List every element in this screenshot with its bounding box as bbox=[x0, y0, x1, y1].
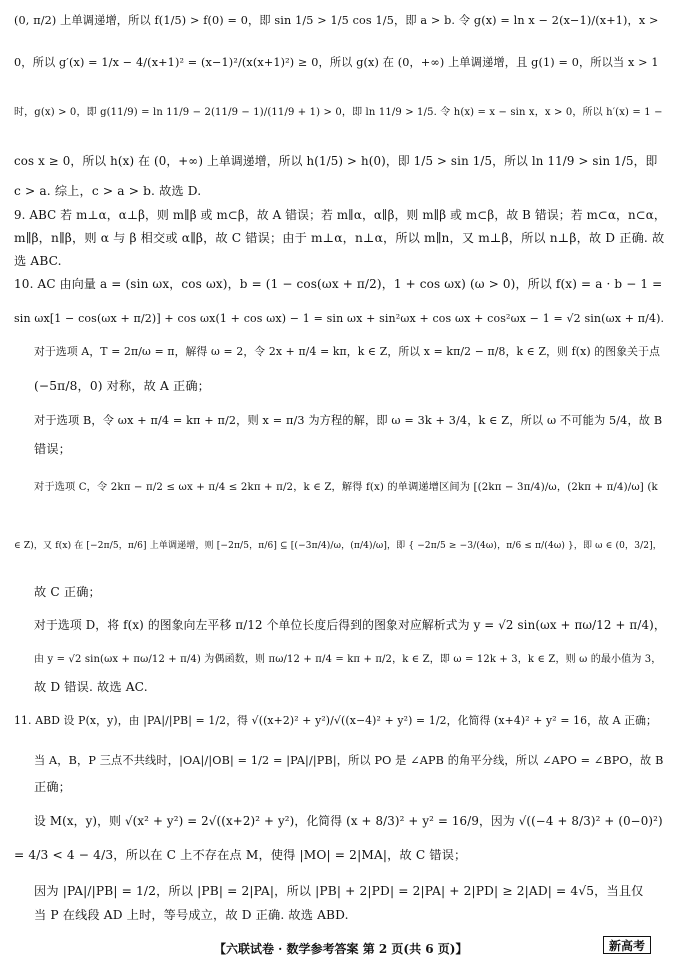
q9-line-3: 选 ABC. bbox=[14, 254, 62, 268]
q11-line-3: 正确； bbox=[34, 780, 72, 794]
q11-line-4: 设 M(x，y)，则 √(x² + y²) = 2√((x+2)² + y²)，化简得 (x + 8/3)² + y² = 16/9，因为 √((−4 + 8/3)² + (0−0)²) bbox=[34, 814, 663, 828]
q10-line-9: 故 C 正确； bbox=[34, 585, 101, 599]
q10-line-10: 对于选项 D，将 f(x) 的图象向左平移 π/12 个单位长度后得到的图象对应解析式为 y = √2 sin(ωx + πω/12 + π/4)， bbox=[34, 618, 666, 632]
q10-line-4: (−5π/8，0) 对称，故 A 正确； bbox=[34, 379, 211, 393]
q11-line-6: 因为 |PA|/|PB| = 1/2，所以 |PB| = 2|PA|，所以 |PB| + 2|PD| = 2|PA| + 2|PD| ≥ 2|AD| = 4√5，当且仅 bbox=[34, 884, 644, 898]
q10-line-7: 对于选项 C，令 2kπ − π/2 ≤ ωx + π/4 ≤ 2kπ + π/2，k ∈ Z，解得 f(x) 的单调递增区间为 [(2kπ − 3π/4)/ω，(2kπ + π/4)/ω] (k bbox=[34, 482, 658, 493]
text-line-2: 0，所以 g′(x) = 1/x − 4/(x+1)² = (x−1)²/(x(x+1)²) ≥ 0，所以 g(x) 在 (0，+∞) 上单调递增，且 g(1) = 0，所以当 x > 1 bbox=[14, 56, 659, 69]
q11-line-1: 11. ABD 设 P(x，y)，由 |PA|/|PB| = 1/2，得 √((x+2)² + y²)/√((x−4)² + y²) = 1/2，化简得 (x+4)² + y² = 16，故 A 正确； bbox=[14, 714, 658, 727]
text-line-5: c > a. 综上，c > a > b. 故选 D. bbox=[14, 184, 202, 198]
q10-line-1: 10. AC 由向量 a = (sin ωx，cos ωx)，b = (1 − cos(ωx + π/2)，1 + cos ωx) (ω > 0)，所以 f(x) = a · b − 1 = bbox=[14, 277, 663, 291]
text-line-3: 时，g(x) > 0，即 g(11/9) = ln 11/9 − 2(11/9 − 1)/(11/9 + 1) > 0，即 ln 11/9 > 1/5. 令 h(x) = x − sin x，x > 0，所以 h′(x) = 1 − bbox=[14, 107, 663, 118]
q10-line-3: 对于选项 A，T = 2π/ω = π，解得 ω = 2，令 2x + π/4 = kπ，k ∈ Z，所以 x = kπ/2 − π/8，k ∈ Z，则 f(x) 的图象关于点 bbox=[34, 345, 661, 358]
q10-line-5: 对于选项 B，令 ωx + π/4 = kπ + π/2，则 x = π/3 为方程的解，即 ω = 3k + 3/4，k ∈ Z，所以 ω 不可能为 5/4，故 B bbox=[34, 414, 663, 427]
q9-line-2: m∥β，n∥β，则 α 与 β 相交或 α∥β，故 C 错误；由于 m⊥α，n⊥α，所以 m∥n，又 m⊥β，所以 n⊥β，故 D 正确. 故 bbox=[14, 231, 665, 245]
q11-line-5: = 4/3 < 4 − 4/3，所以在 C 上不存在点 M，使得 |MO| = 2|MA|，故 C 错误； bbox=[14, 848, 467, 862]
q11-line-7: 当 P 在线段 AD 上时，等号成立，故 D 正确. 故选 ABD. bbox=[34, 908, 349, 922]
q10-line-12: 故 D 错误. 故选 AC. bbox=[34, 680, 148, 694]
q10-line-8: ∈ Z)，又 f(x) 在 [−2π/5，π/6] 上单调递增，则 [−2π/5，π/6] ⊆ [(−3π/4)/ω，(π/4)/ω]，即 { −2π/5 ≥ −3/(4ω)，π/6 ≤ π/(4ω) }，即 ω ∈ (0，3/2]， bbox=[14, 541, 662, 551]
q11-line-2: 当 A，B，P 三点不共线时，|OA|/|OB| = 1/2 = |PA|/|PB|，所以 PO 是 ∠APB 的角平分线，所以 ∠APO = ∠BPO，故 B bbox=[34, 754, 664, 767]
q10-line-2: sin ωx[1 − cos(ωx + π/2)] + cos ωx(1 + cos ωx) − 1 = sin ωx + sin²ωx + cos ωx + cos²ωx − 1 = √2 sin(ωx + π/4). bbox=[14, 312, 665, 325]
text-line-1: (0, π/2) 上单调递增，所以 f(1/5) > f(0) = 0，即 sin 1/5 > 1/5 cos 1/5，即 a > b. 令 g(x) = ln x − 2(x−1)/(x+1)，x > bbox=[14, 14, 659, 27]
page-footer: 【六联试卷 · 数学参考答案 第 2 页(共 6 页)】 bbox=[214, 942, 468, 956]
q9-line-1: 9. ABC 若 m⊥α，α⊥β，则 m∥β 或 m⊂β，故 A 错误；若 m∥α，α∥β，则 m∥β 或 m⊂β，故 B 错误；若 m⊂α，n⊂α， bbox=[14, 208, 666, 222]
exam-type-badge: 新高考 bbox=[603, 936, 651, 954]
q10-line-6: 错误； bbox=[34, 442, 72, 456]
text-line-4: cos x ≥ 0，所以 h(x) 在 (0，+∞) 上单调递增，所以 h(1/5) > h(0)，即 1/5 > sin 1/5，所以 ln 11/9 > sin 1/5，即 bbox=[14, 154, 658, 168]
q10-line-11: 由 y = √2 sin(ωx + πω/12 + π/4) 为偶函数，则 πω/12 + π/4 = kπ + π/2，k ∈ Z，即 ω = 12k + 3，k ∈ Z，则 ω 的最小值为 3， bbox=[34, 654, 662, 665]
